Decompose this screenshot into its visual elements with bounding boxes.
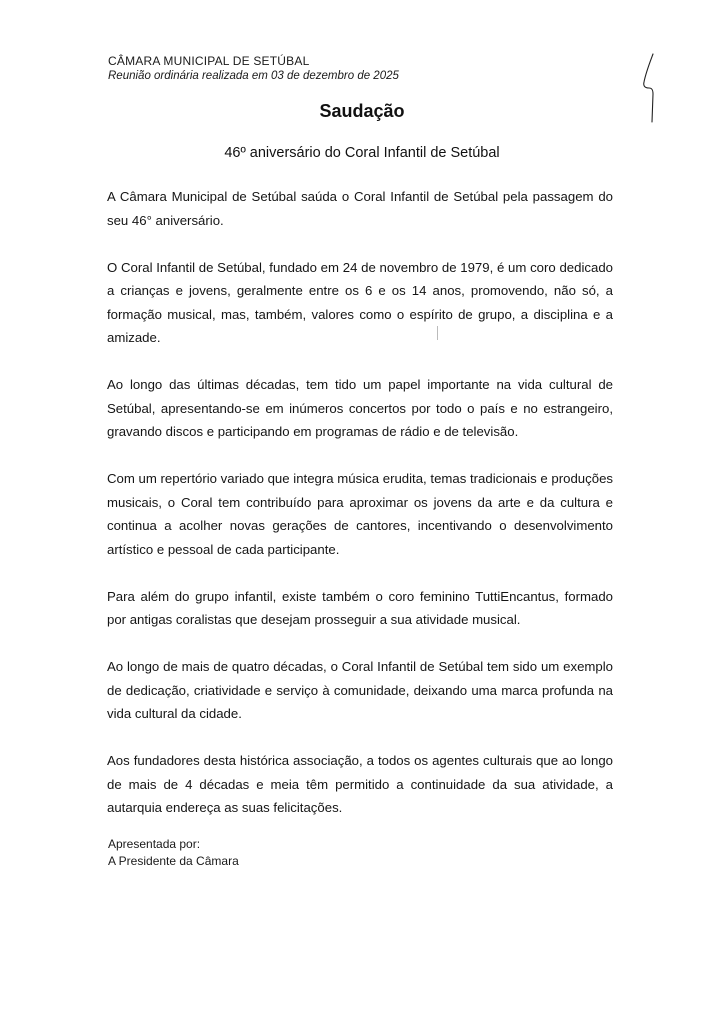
- presented-by-label: Apresentada por:: [108, 837, 201, 851]
- paragraph: Aos fundadores desta histórica associação, a todos os agentes culturais que ao longo de mais de 4 décadas e meia têm permitido a continuidade da sua atividade, a autarquia endereça as suas felicitações.: [107, 753, 613, 815]
- organization-name: CÂMARA MUNICIPAL DE SETÚBAL: [108, 54, 310, 68]
- paragraph: O Coral Infantil de Setúbal, fundado em 24 de novembro de 1979, é um coro dedicado a crianças e jovens, geralmente entre os 6 e os 14 anos, promovendo, não só, a formação musical, mas, também, valores como o espírito de grupo, a disciplina e a amizade.: [107, 259, 613, 345]
- paragraph: A Câmara Municipal de Setúbal saúda o Coral Infantil de Setúbal pela passagem do seu 46° aniversário.: [107, 189, 613, 228]
- document-title: Saudação: [319, 101, 405, 121]
- document-subtitle: 46º aniversário do Coral Infantil de Setúbal: [224, 145, 500, 161]
- closing-block: [108, 836, 239, 870]
- author-title: A Presidente da Câmara: [108, 854, 239, 868]
- document-body: [107, 185, 613, 843]
- paragraph: Com um repertório variado que integra música erudita, temas tradicionais e produções musicais, o Coral tem contribuído para aproximar os jovens da arte e da cultura e continua a acolher novas gerações de cantores, incentivando o desenvolvimento artístico e pessoal de cada participante.: [107, 471, 613, 557]
- paragraph: Ao longo das últimas décadas, tem tido um papel importante na vida cultural de Setúbal, apresentando-se em inúmeros concertos por todo o país e no estrangeiro, gravando discos e participando em programas de rádio e de televisão.: [107, 377, 613, 439]
- paragraph: Ao longo de mais de quatro décadas, o Coral Infantil de Setúbal tem sido um exemplo de dedicação, criatividade e serviço à comunidade, deixando uma marca profunda na vida cultural da cidade.: [107, 659, 613, 721]
- meeting-info: Reunião ordinária realizada em 03 de dezembro de 2025: [108, 70, 399, 82]
- scan-mark: [437, 326, 438, 340]
- paragraph: Para além do grupo infantil, existe também o coro feminino TuttiEncantus, formado por antigas coralistas que desejam prosseguir a sua atividade musical.: [107, 588, 613, 627]
